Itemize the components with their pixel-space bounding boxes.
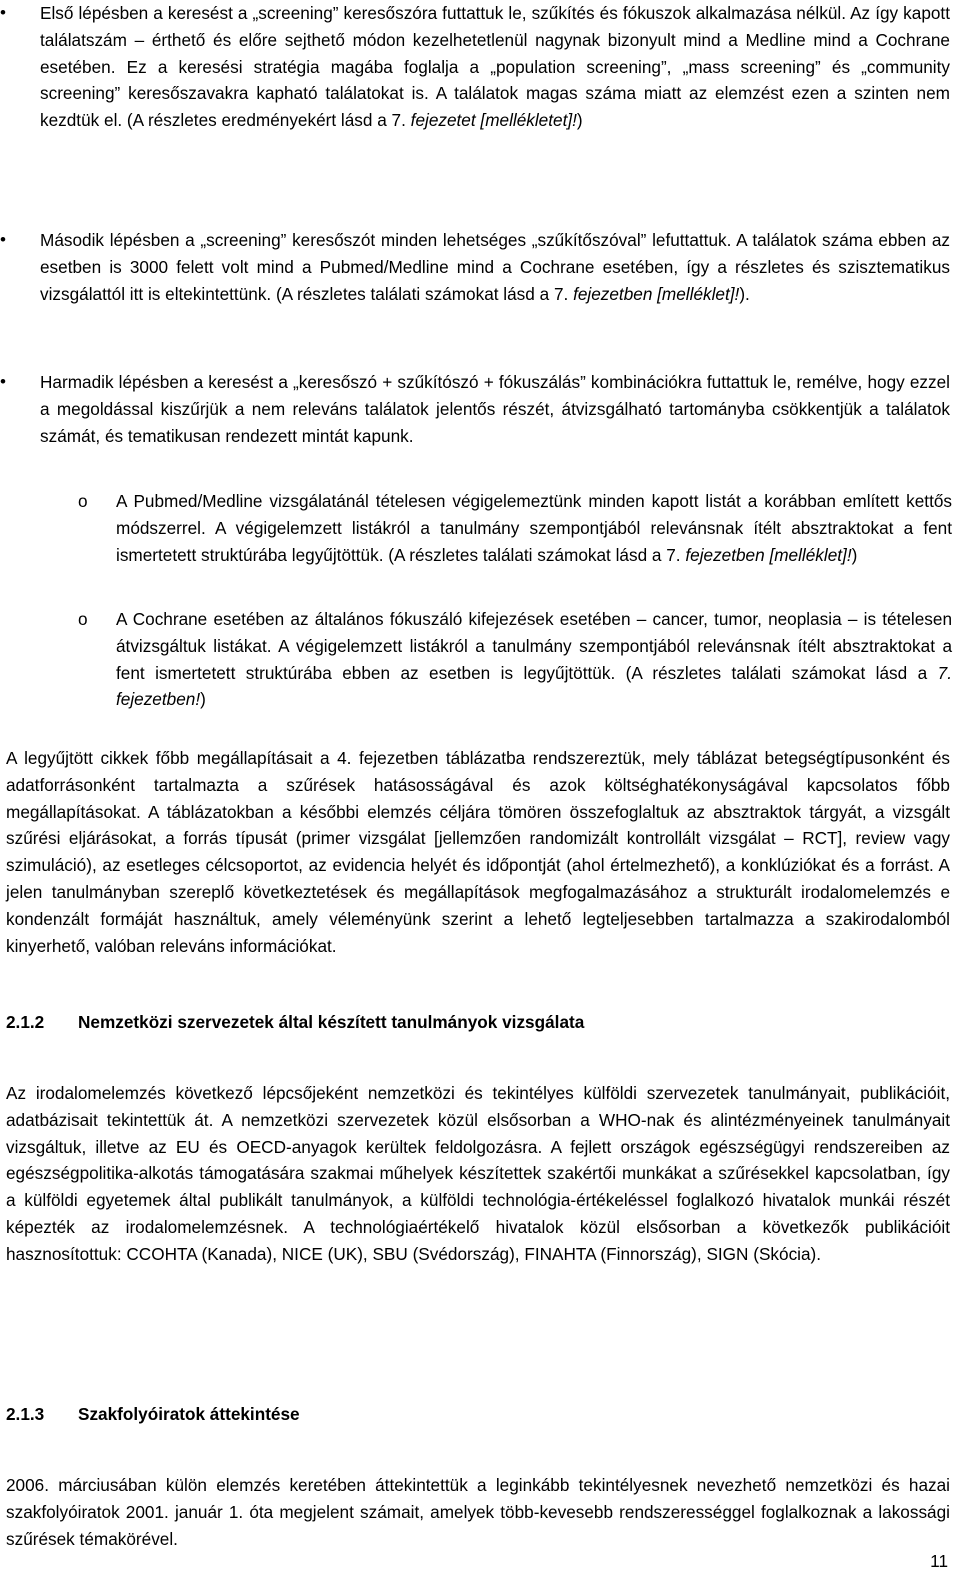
sub-bullet-marker: o: [78, 609, 88, 629]
section-title: Szakfolyóiratok áttekintése: [78, 1404, 300, 1424]
bullet-text: Második lépésben a „screening” keresőszót minden lehetséges „szűkítőszóval” lefuttattuk. A találatok száma ebben az esetben is 3000 felett volt mind a Pubmed/Medline mind a Cochrane esetében, így a részletes és szisztematikus vizsgálattól itt is eltekintettünk. (A részletes találati számokat lásd a 7. fejezetben [melléklet]!).: [40, 230, 950, 304]
bullet-icon: •: [0, 3, 6, 22]
body-paragraph: A legyűjtött cikkek főbb megállapításait a 4. fejezetben táblázatba rendszereztük, mely táblázat betegségtípusonként és adatforrásonként tartalmazta a szűrések hatásosságával és azok költséghatékonyságával kapcsolatos főbb megállapításokat. A táblázatokban a későbbi elemzés céljára tömören összefoglaltuk az absztraktok tárgyát, a vizsgált szűrési eljárásokat, a forrás típusát (primer vizsgálat [jellemzően randomizált kontrollált vizsgálat – RCT], review vagy szimuláció), az esetleges célcsoportot, az evidencia helyét és időpontját (ahol értelmezhető), a konklúziókat és a forrást. A jelen tanulmányban szereplő következtetések és megállapítások megfogalmazásához a strukturált irodalomelemzés e kondenzált formáját használtuk, amely véleményünk szerint a lehető legteljesebben tartalmazza a szakirodalomból kinyerhető, valóban releváns információkat.: [6, 748, 950, 956]
section-body-2-1-2: Az irodalomelemzés következő lépcsőjeként nemzetközi és tekintélyes külföldi szervezetek tanulmányait, publikációit, adatbázisait tekintettük át. A nemzetközi szervezetek közül elsősorban a WHO-nak és alintézményeinek tanulmányait vizsgáltuk, illetve az EU és OECD-anyagok kerültek feldolgozásra. A fejlett országok egészségügyi rendszereiben az egészségpolitika-alkotás támogatására szakmai műhelyek készítettek szakértői munkákat a szűrésekkel kapcsolatban, így a külföldi egyetemek által publikált tanulmányok, a külföldi technológia-értékeléssel foglalkozó hivatalok munkái részét képezték az irodalomelemzésnek. A technológiaértékelő hivatalok közül elsősorban a következők publikációit hasznosítottuk: CCOHTA (Kanada), NICE (UK), SBU (Svédország), FINAHTA (Finnország), SIGN (Skócia).: [6, 1083, 950, 1264]
section-number: 2.1.2: [6, 1012, 45, 1032]
bullet-text: Első lépésben a keresést a „screening” keresőszóra futtattuk le, szűkítés és fókuszok alkalmazása nélkül. Az így kapott találatszám – érthető és előre sejthető módon kezelhetetlenül nagynak bizonyult mind a Medline mind a Cochrane esetében. Ez a keresési stratégia magába foglalja a „population screening”, „mass screening” és „community screening” keresőszavakra kapható találatokat is. A találatok magas száma miatt az elemzést ezen a szinten nem kezdtük el. (A részletes eredményekért lásd a 7. fejezetet [mellékletet]!): [40, 3, 950, 131]
bullet-text: Harmadik lépésben a keresést a „keresőszó + szűkítószó + fókuszálás” kombinációkra futtattuk le, remélve, hogy ezzel a megoldással kiszűrjük a nem releváns találatok jelentős részét, átvizsgálható tartományba csökkentjük a találatok számát, és tematikusan rendezett mintát kapunk.: [40, 372, 950, 446]
page-number: 11: [930, 1551, 948, 1572]
bullet-icon: •: [0, 372, 6, 391]
section-title: Nemzetközi szervezetek által készített tanulmányok vizsgálata: [78, 1012, 585, 1032]
bullet-icon: •: [0, 230, 6, 249]
section-number: 2.1.3: [6, 1404, 45, 1424]
section-heading-2-1-2: [6, 1009, 584, 1036]
sub-bullet-marker: o: [78, 491, 88, 511]
section-heading-2-1-3: [6, 1401, 300, 1428]
sub-bullet-text: A Pubmed/Medline vizsgálatánál tételesen végigelemeztünk minden kapott listát a korábban említett kettős módszerrel. A végigelemzett listákról a tanulmány szempontjából relevánsnak ítélt absztraktokat a fent ismertetett struktúrába legyűjtöttük. (A részletes találati számokat lásd a 7. fejezetben [melléklet]!): [116, 491, 952, 565]
sub-bullet-text: A Cochrane esetében az általános fókuszáló kifejezések esetében – cancer, tumor, neoplasia – is tételesen átvizsgáltuk listákat. A végigelemzett listákról a tanulmány szempontjából relevánsnak ítélt absztraktokat a fent ismertetett struktúrába ebben az esetben is legyűjtöttük. (A részletes találati számokat lásd a 7. fejezetben!): [116, 609, 952, 710]
section-body-2-1-3: 2006. márciusában külön elemzés keretében áttekintettük a leginkább tekintélyesnek nevezhető nemzetközi és hazai szakfolyóiratok 2001. január 1. óta megjelent számait, amelyek több-kevesebb rendszerességgel foglalkoznak a lakossági szűrések témakörével.: [6, 1475, 950, 1549]
